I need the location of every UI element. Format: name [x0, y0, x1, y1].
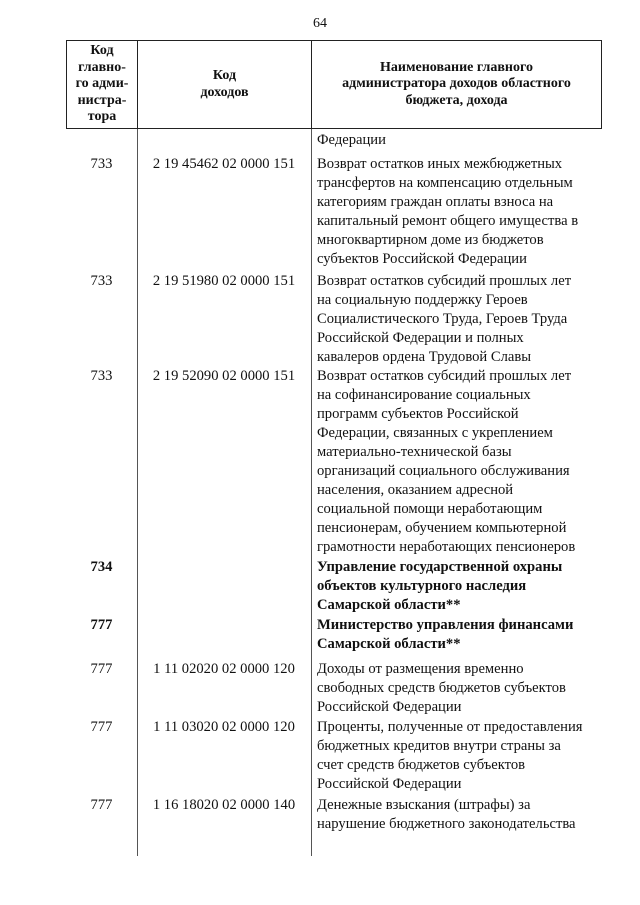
income-code-cell: 2 19 51980 02 0000 151: [152, 273, 296, 289]
table-row: [66, 660, 602, 718]
admin-code-cell: 733: [90, 368, 113, 384]
income-code-cell: 1 11 03020 02 0000 120: [153, 719, 295, 735]
table-row: [66, 796, 602, 846]
table-row: [66, 272, 602, 367]
admin-code-cell: 777: [90, 617, 113, 633]
income-code-cell: 1 11 02020 02 0000 120: [153, 661, 295, 677]
admin-code-cell: 777: [90, 719, 113, 735]
income-code-cell: [137, 616, 311, 660]
admin-code-cell: 777: [90, 661, 113, 677]
table-body: [66, 131, 602, 846]
table-row: [66, 367, 602, 558]
name-cell: Министерство управления финансами Самарской области**: [317, 617, 574, 652]
header-income-code-label: Код доходов: [200, 68, 249, 100]
name-cell: Возврат остатков субсидий прошлых лет на софинансирование социальных программ субъектов Российской Федерации, связанных с укреплением материально-технической базы организаций социального обслуживания населения, оказанием адресной социальной помощи неработающим пенсионерам, обучением компьютерной грамотности неработающих пенсионеров: [317, 368, 576, 555]
income-code-cell: [137, 558, 311, 616]
header-admin-code: [67, 41, 138, 128]
income-code-cell: 2 19 52090 02 0000 151: [152, 368, 296, 384]
header-income-code: [138, 41, 312, 128]
header-name: [312, 41, 601, 128]
income-code-cell: 1 16 18020 02 0000 140: [152, 797, 296, 813]
name-cell: Проценты, полученные от предоставления бюджетных кредитов внутри страны за счет средств бюджетов субъектов Российской Федерации: [317, 719, 583, 792]
name-cell: Федерации: [317, 132, 386, 148]
table-row: [66, 558, 602, 616]
income-code-cell: 2 19 45462 02 0000 151: [152, 156, 296, 172]
income-code-cell: [137, 131, 311, 155]
header-admin-code-label: Код главно- го адми- нистра- тора: [75, 43, 129, 125]
table-row: [66, 718, 602, 796]
name-cell: Возврат остатков иных межбюджетных трансфертов на компенсацию отдельным категориям граждан оплаты взноса на капитальный ремонт общего имущества в многоквартирном доме из бюджетов субъектов Российской Федерации: [317, 156, 579, 267]
name-cell: Доходы от размещения временно свободных средств бюджетов субъектов Российской Федерации: [317, 661, 566, 715]
name-cell: Денежные взыскания (штрафы) за нарушение бюджетного законодательства: [317, 797, 576, 832]
name-cell: Возврат остатков субсидий прошлых лет на социальную поддержку Героев Социалистического Труда, Героев Труда Российской Федерации и полных кавалеров ордена Трудовой Славы: [317, 273, 572, 365]
page-number: 64: [313, 16, 327, 31]
table-row: [66, 155, 602, 272]
row-container: [66, 155, 602, 846]
header-name-label: Наименование главного администратора доходов областного бюджета, дохода: [342, 59, 571, 108]
admin-code-cell: [66, 131, 137, 155]
admin-code-cell: 733: [90, 273, 113, 289]
admin-code-cell: 734: [90, 559, 113, 575]
admin-code-cell: 733: [90, 156, 113, 172]
admin-code-cell: 777: [90, 797, 113, 813]
table-header: [66, 40, 602, 129]
table-row: [66, 131, 602, 155]
table-row: [66, 616, 602, 660]
name-cell: Управление государственной охраны объектов культурного наследия Самарской области**: [317, 559, 563, 613]
